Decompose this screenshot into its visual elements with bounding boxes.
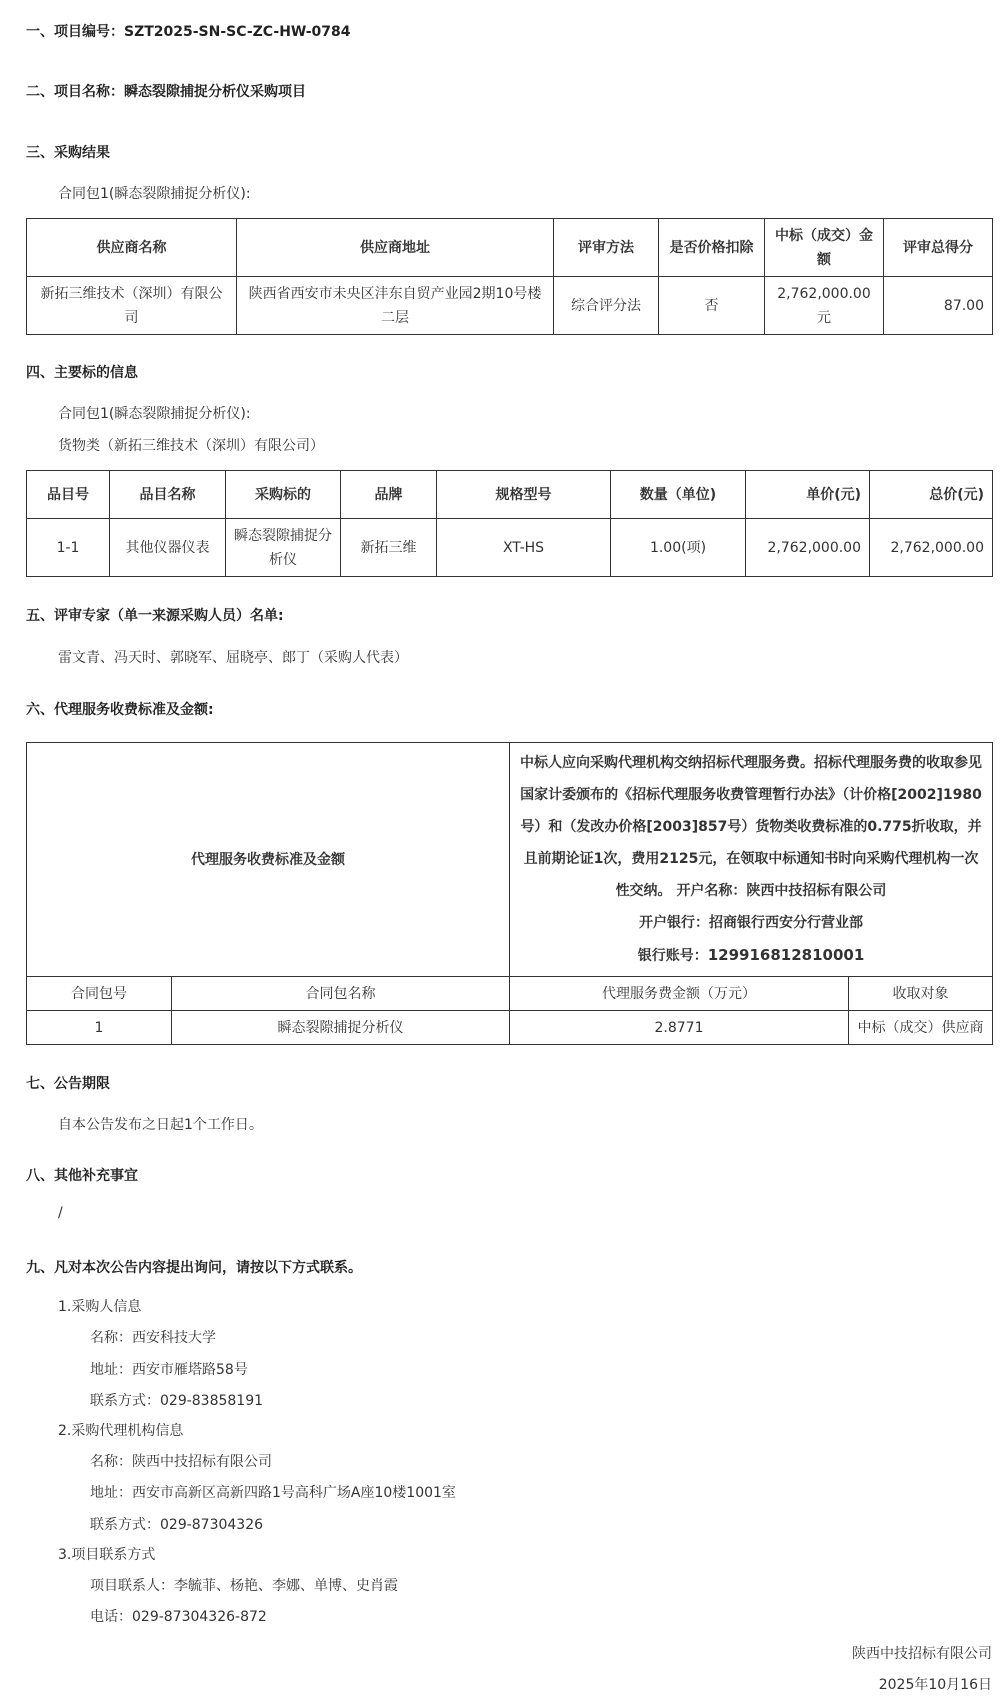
th-agency-fee: 代理服务费金额（万元） [510, 977, 849, 1011]
quantity-cell: 1.00(项) [611, 519, 746, 577]
agency-fee-cell: 2.8771 [510, 1011, 849, 1045]
main-subject-heading: 四、主要标的信息 [26, 365, 138, 381]
th-subject: 采购标的 [226, 471, 341, 519]
th-item-no: 品目号 [27, 471, 110, 519]
brand-cell: 新拓三维 [341, 519, 437, 577]
result-package-label: 合同包1(瞬态裂隙捕捉分析仪): [58, 186, 251, 202]
bank-account-label: 银行账号： [637, 948, 708, 964]
th-brand: 品牌 [341, 471, 437, 519]
th-price-deduction: 是否价格扣除 [659, 219, 765, 277]
th-fee-target: 收取对象 [849, 977, 993, 1011]
experts-list: 雷文青、冯天时、郭晓军、屈晓亭、郎丁（采购人代表） [58, 650, 408, 666]
fee-standard-row [27, 743, 993, 977]
footer-date: 2025年10月16日 [878, 1677, 992, 1693]
footer-organization: 陕西中技招标有限公司 [852, 1646, 992, 1662]
total-score-cell: 87.00 [884, 277, 993, 335]
buyer-name: 名称：西安科技大学 [90, 1330, 216, 1346]
supplier-name-cell: 新拓三维技术（深圳）有限公司 [27, 277, 237, 335]
agency-fee-table [26, 742, 993, 1045]
bank-name: 开户银行：招商银行西安分行营业部 [639, 915, 863, 931]
supplier-address-cell: 陕西省西安市未央区沣东自贸产业园2期10号楼二层 [237, 277, 554, 335]
table-header-row [27, 219, 993, 277]
package-name-cell: 瞬态裂隙捕捉分析仪 [172, 1011, 510, 1045]
total-price-cell: 2,762,000.00 [870, 519, 993, 577]
table-row [27, 277, 993, 335]
package-no-cell: 1 [27, 1011, 172, 1045]
th-supplier-name: 供应商名称 [27, 219, 237, 277]
th-supplier-address: 供应商地址 [237, 219, 554, 277]
bank-account-number: 129916812810001 [707, 946, 865, 964]
fee-standard-label: 代理服务收费标准及金额 [27, 743, 510, 977]
table-row [27, 1011, 993, 1045]
th-package-name: 合同包名称 [172, 977, 510, 1011]
project-name-line [26, 81, 306, 101]
contact-heading: 九、凡对本次公告内容提出询问，请按以下方式联系。 [26, 1260, 362, 1276]
notice-period-text: 自本公告发布之日起1个工作日。 [58, 1117, 263, 1133]
other-matters-text: / [58, 1205, 63, 1221]
procurement-result-heading: 三、采购结果 [26, 145, 110, 161]
buyer-phone: 联系方式：029-83858191 [90, 1393, 264, 1409]
th-model: 规格型号 [437, 471, 611, 519]
project-contacts: 项目联系人：李毓菲、杨艳、李娜、单博、史肖霞 [90, 1578, 398, 1594]
project-name-label: 二、项目名称： [26, 84, 124, 100]
subject-package-label: 合同包1(瞬态裂隙捕捉分析仪): [58, 406, 251, 422]
th-package-no: 合同包号 [27, 977, 172, 1011]
experts-heading: 五、评审专家（单一来源采购人员）名单: [26, 608, 284, 624]
th-evaluation-method: 评审方法 [554, 219, 659, 277]
agent-info-title: 2.采购代理机构信息 [58, 1423, 184, 1439]
other-matters-heading: 八、其他补充事宜 [26, 1168, 138, 1184]
subject-cell: 瞬态裂隙捕捉分析仪 [226, 519, 341, 577]
agent-address: 地址：西安市高新区高新四路1号高科广场A座10楼1001室 [90, 1485, 456, 1501]
th-bid-amount: 中标（成交）金额 [765, 219, 884, 277]
agent-name: 名称：陕西中技招标有限公司 [90, 1454, 272, 1470]
procurement-result-table [26, 218, 993, 335]
th-unit-price: 单价(元) [746, 471, 870, 519]
th-total-price: 总价(元) [870, 471, 993, 519]
agency-fee-heading: 六、代理服务收费标准及金额: [26, 702, 214, 718]
project-number-value: SZT2025-SN-SC-ZC-HW-0784 [124, 24, 351, 40]
th-quantity: 数量（单位) [611, 471, 746, 519]
agent-phone: 联系方式：029-87304326 [90, 1517, 264, 1533]
fee-target-cell: 中标（成交）供应商 [849, 1011, 993, 1045]
fee-standard-text-cell [510, 743, 993, 977]
item-name-cell: 其他仪器仪表 [110, 519, 226, 577]
notice-period-heading: 七、公告期限 [26, 1076, 110, 1092]
item-no-cell: 1-1 [27, 519, 110, 577]
fee-standard-text: 中标人应向采购代理机构交纳招标代理服务费。招标代理服务费的收取参见国家计委颁布的《招标代理服务收费管理暂行办法》（计价格[2002]1980号）和（发改办价格[2003]857号）货物类收费标准的0.775折收取，并且前期论证1次，费用2125元，在领取中标通知书时向采购代理机构一次性交纳。 [520, 755, 982, 899]
buyer-address: 地址：西安市雁塔路58号 [90, 1362, 248, 1378]
th-item-name: 品目名称 [110, 471, 226, 519]
buyer-info-title: 1.采购人信息 [58, 1299, 142, 1315]
project-contact-title: 3.项目联系方式 [58, 1547, 156, 1563]
table-row [27, 519, 993, 577]
project-phone: 电话：029-87304326-872 [90, 1609, 267, 1625]
table-header-row [27, 471, 993, 519]
subject-category-label: 货物类（新拓三维技术（深圳）有限公司） [58, 438, 324, 454]
unit-price-cell: 2,762,000.00 [746, 519, 870, 577]
bank-account-name: 开户名称：陕西中技招标有限公司 [676, 883, 887, 899]
project-number-line [26, 21, 351, 41]
main-subject-table [26, 470, 993, 577]
th-total-score: 评审总得分 [884, 219, 993, 277]
project-name-value: 瞬态裂隙捕捉分析仪采购项目 [124, 84, 306, 100]
project-number-label: 一、项目编号： [26, 24, 124, 40]
model-cell: XT-HS [437, 519, 611, 577]
evaluation-method-cell: 综合评分法 [554, 277, 659, 335]
bid-amount-cell: 2,762,000.00元 [765, 277, 884, 335]
table-header-row [27, 977, 993, 1011]
price-deduction-cell: 否 [659, 277, 765, 335]
